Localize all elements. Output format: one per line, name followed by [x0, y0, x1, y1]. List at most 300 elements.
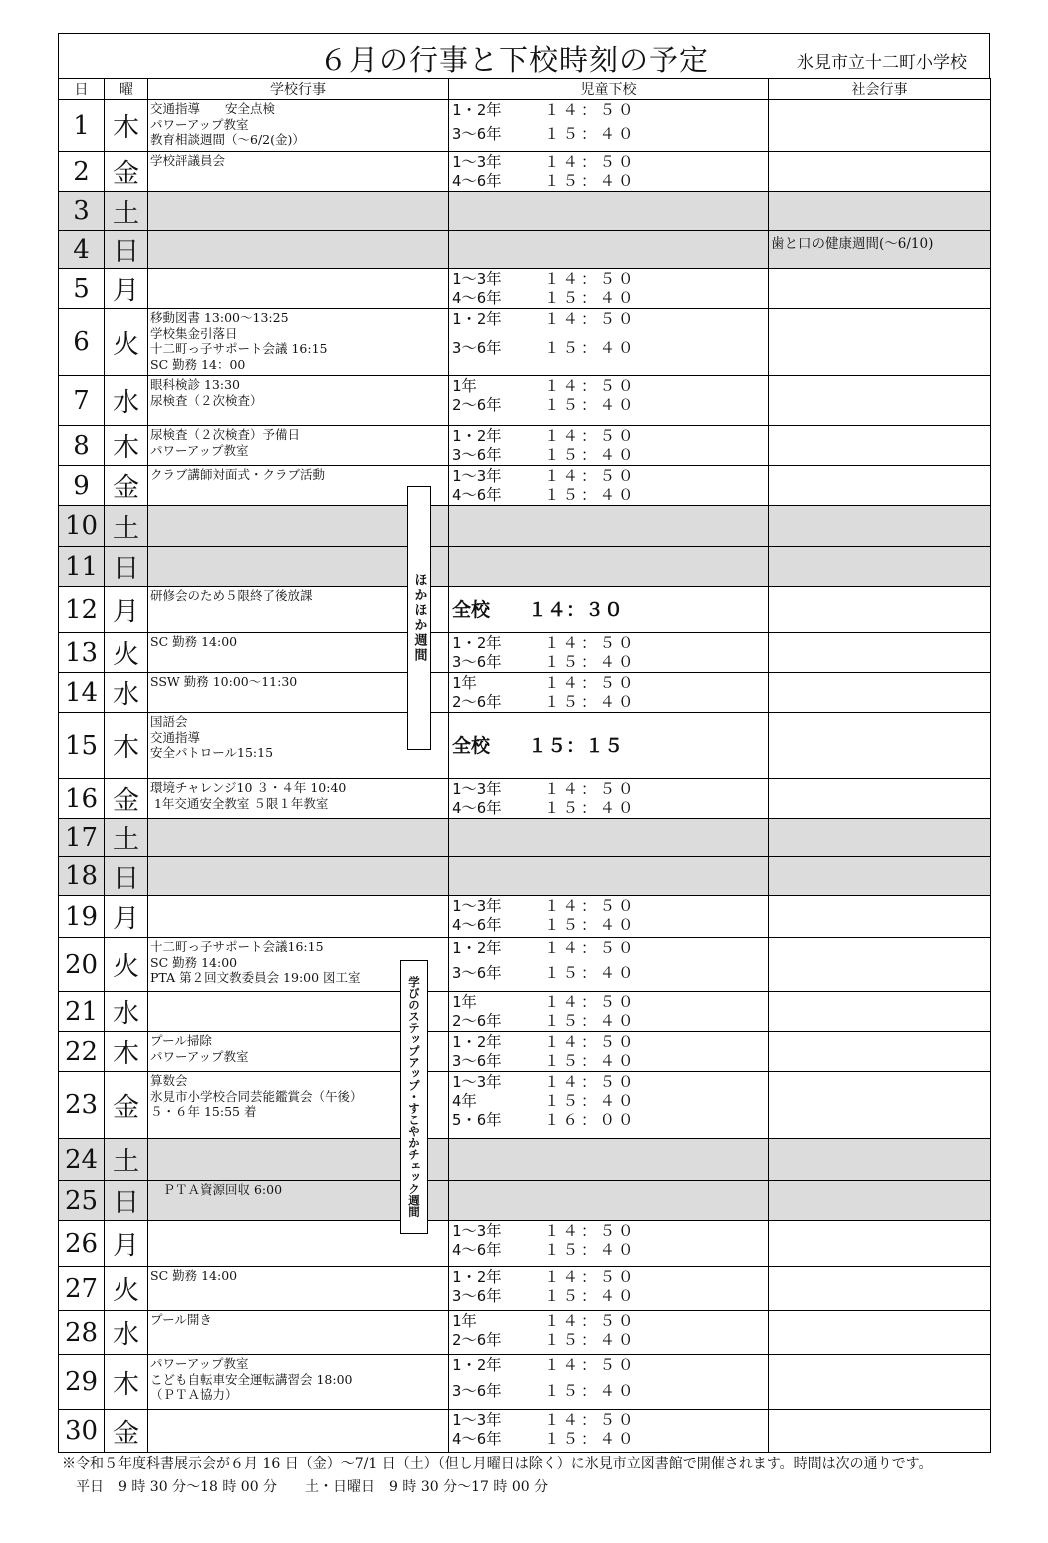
dismissal-cell: [449, 1139, 769, 1181]
dismissal-time: １５：４０: [544, 1052, 637, 1070]
dismissal-line: [452, 289, 768, 308]
dismissal-cell: [449, 1072, 769, 1139]
community-event: [769, 1032, 991, 1072]
table-row: [59, 1267, 991, 1311]
dismissal-time: １４：５０: [544, 377, 637, 395]
grade-label: 4～6年: [452, 486, 502, 504]
day-number: 24: [59, 1139, 105, 1181]
day-number: 16: [59, 779, 105, 819]
table-row: [59, 1139, 991, 1181]
dismissal-time: １４：５０: [544, 153, 637, 171]
community-event: [769, 896, 991, 938]
table-row: [59, 1032, 991, 1072]
dismissal-line: [452, 125, 768, 144]
school-events-cell: [148, 376, 449, 426]
weekday: 日: [105, 231, 148, 269]
dismissal-cell: [449, 819, 769, 857]
school-event: 教育相談週間（～6/2(金)）: [150, 132, 305, 147]
school-event: パワーアップ教室: [150, 1048, 249, 1064]
school-event: こども自転車安全運転講習会 18:00: [150, 1371, 353, 1387]
footer-note: [62, 1453, 932, 1499]
dismissal-line: [452, 153, 768, 172]
day-number: 19: [59, 896, 105, 938]
community-event: [769, 1181, 991, 1221]
grade-label: 5・6年: [452, 1111, 502, 1129]
dismissal-cell: [449, 1410, 769, 1453]
table-row: [59, 673, 991, 713]
school-event: プール掃除: [150, 1033, 212, 1048]
grade-label: 1・2年: [452, 939, 502, 957]
day-number: 5: [59, 269, 105, 309]
table-row: [59, 633, 991, 673]
table-row: [59, 309, 991, 376]
grade-label: 1年: [452, 377, 477, 395]
weekday: 月: [105, 896, 148, 938]
table-row: [59, 231, 991, 269]
table-row: [59, 992, 991, 1032]
dismissal-time: １４：５０: [544, 310, 637, 328]
dismissal-line: [452, 427, 768, 446]
dismissal-line: [452, 339, 768, 358]
grade-label: 3～6年: [452, 1381, 502, 1400]
grade-label: 3～6年: [452, 1287, 502, 1305]
dismissal-cell: [449, 309, 769, 376]
school-events-cell: [148, 192, 449, 231]
school-event: 学校集金引落日: [150, 325, 238, 341]
dismissal-line: [452, 674, 768, 693]
school-event: 環境チャレンジ10 ３・４年 10:40: [150, 780, 347, 795]
hokahoka-week-note: ほかほか週間: [407, 486, 431, 750]
school-event: ５・６年 15:55 着: [150, 1104, 257, 1119]
dismissal-cell: [449, 1267, 769, 1311]
dismissal-line: [452, 693, 768, 712]
table-row: [59, 779, 991, 819]
grade-label: 1～3年: [452, 270, 502, 288]
dismissal-cell: [449, 938, 769, 992]
dismissal-line: [452, 172, 768, 191]
grade-label: 1～3年: [452, 153, 502, 171]
weekday: 日: [105, 1181, 148, 1221]
dismissal-time: １６：００: [544, 1111, 637, 1129]
community-event: [769, 1221, 991, 1267]
school-events-cell: [148, 426, 449, 466]
dismissal-line: [452, 799, 768, 818]
dismissal-cell: [449, 506, 769, 547]
community-event: [769, 466, 991, 506]
dismissal-line: [452, 1092, 768, 1111]
weekday: 月: [105, 587, 148, 633]
dismissal-line: [452, 101, 768, 120]
dismissal-line: [452, 467, 768, 486]
school-event: ＰＴＡ資源回収 6:00: [150, 1182, 283, 1197]
header-school-events: 学校行事: [148, 79, 449, 100]
school-event: SC 勤務 14:00: [150, 954, 238, 970]
community-event: [769, 376, 991, 426]
community-event: [769, 819, 991, 857]
dismissal-time: １４：５０: [544, 1411, 637, 1429]
dismissal-cell: [449, 633, 769, 673]
header-day: 日: [59, 79, 105, 100]
weekday: 火: [105, 309, 148, 376]
weekday: 土: [105, 506, 148, 547]
dismissal-cell: [449, 466, 769, 506]
schedule-sheet: [58, 33, 990, 1453]
dismissal-time: １４：５０: [544, 993, 637, 1011]
title-row: [58, 33, 990, 78]
weekday: 金: [105, 152, 148, 192]
dismissal-time: １４：５０: [544, 1356, 637, 1374]
dismissal-line: [452, 916, 768, 935]
school-event: 研修会のため５限終了後放課: [150, 588, 313, 603]
dismissal-time: １４：５０: [544, 780, 637, 798]
header-dismissal: 児童下校: [449, 79, 769, 100]
dismissal-time: １５：４０: [544, 1381, 637, 1400]
community-event: [769, 857, 991, 896]
school-event: 交通指導: [150, 729, 201, 745]
weekday: 金: [105, 779, 148, 819]
header-row: [59, 79, 991, 100]
dismissal-line: [452, 1356, 768, 1375]
school-event: 十二町っ子サポート会議16:15: [150, 939, 324, 954]
community-event: [769, 192, 991, 231]
dismissal-time: １５：４０: [544, 799, 637, 817]
school-event: 交通指導 安全点検: [150, 101, 276, 116]
dismissal-time: １５：４０: [544, 289, 637, 307]
weekday: 水: [105, 376, 148, 426]
day-number: 6: [59, 309, 105, 376]
dismissal-line: [452, 634, 768, 653]
community-event: [769, 547, 991, 587]
table-row: [59, 376, 991, 426]
day-number: 17: [59, 819, 105, 857]
community-event: [769, 100, 991, 152]
dismissal-line: [452, 377, 768, 396]
grade-label: 4年: [452, 1092, 477, 1110]
day-number: 25: [59, 1181, 105, 1221]
dismissal-line: [452, 1331, 768, 1350]
grade-label: 4～6年: [452, 172, 502, 190]
dismissal-line: [452, 1111, 768, 1130]
community-event: [769, 633, 991, 673]
community-event: [769, 673, 991, 713]
dismissal-time: １５：４０: [544, 693, 637, 711]
day-number: 18: [59, 857, 105, 896]
page-title: ６月の行事と下校時刻の予定: [319, 43, 710, 77]
dismissal-time: １５：４０: [544, 1092, 637, 1110]
day-number: 8: [59, 426, 105, 466]
day-number: 7: [59, 376, 105, 426]
dismissal-line: [452, 964, 768, 983]
school-event: 尿検査（２次検査）予備日: [150, 427, 301, 442]
grade-label: 1～3年: [452, 1411, 502, 1429]
dismissal-time: １４：５０: [544, 939, 637, 957]
dismissal-cell: [449, 857, 769, 896]
day-number: 29: [59, 1355, 105, 1410]
dismissal-time: １４：５０: [544, 427, 637, 445]
grade-label: 3～6年: [452, 964, 502, 982]
grade-label: 1年: [452, 993, 477, 1011]
community-event: [769, 713, 991, 779]
day-number: 10: [59, 506, 105, 547]
community-event: [769, 1355, 991, 1410]
community-event: [769, 1267, 991, 1311]
weekday: 火: [105, 938, 148, 992]
dismissal-line: [452, 1012, 768, 1031]
dismissal-cell: [449, 152, 769, 192]
table-row: [59, 100, 991, 152]
school-event: 1年交通安全教室 ５限１年教室: [150, 795, 329, 811]
table-row: [59, 192, 991, 231]
grade-label: 1・2年: [452, 1033, 502, 1051]
community-event: [769, 992, 991, 1032]
grade-label: 4～6年: [452, 1241, 502, 1259]
school-events-cell: [148, 673, 449, 713]
weekday: 土: [105, 1139, 148, 1181]
dismissal-time: １５：４０: [544, 396, 637, 414]
weekday: 火: [105, 1267, 148, 1311]
dismissal-line: [452, 939, 768, 958]
school-event: （ＰＴＡ協力）: [150, 1387, 238, 1402]
weekday: 水: [105, 992, 148, 1032]
table-row: [59, 466, 991, 506]
school-event: 学校評議員会: [150, 153, 226, 168]
dismissal-line: [452, 1287, 768, 1306]
weekday: 月: [105, 1221, 148, 1267]
day-number: 21: [59, 992, 105, 1032]
grade-label: 4～6年: [452, 916, 502, 934]
weekday: 火: [105, 633, 148, 673]
grade-label: 4～6年: [452, 799, 502, 817]
dismissal-cell: 全校 １５：１５: [449, 713, 769, 779]
weekday: 金: [105, 1410, 148, 1453]
grade-label: 3～6年: [452, 125, 502, 143]
dismissal-line: [452, 1073, 768, 1092]
table-row: [59, 1181, 991, 1221]
school-events-cell: [148, 466, 449, 506]
day-number: 9: [59, 466, 105, 506]
school-events-cell: [148, 857, 449, 896]
table-row: [59, 857, 991, 896]
weekday: 木: [105, 426, 148, 466]
dismissal-time: １５：４０: [544, 1430, 637, 1448]
dismissal-line: [452, 1222, 768, 1241]
dismissal-line: [452, 780, 768, 799]
school-events-cell: [148, 547, 449, 587]
grade-label: 1・2年: [452, 634, 502, 652]
weekday: 金: [105, 466, 148, 506]
dismissal-cell: [449, 426, 769, 466]
dismissal-cell: [449, 896, 769, 938]
dismissal-cell: [449, 376, 769, 426]
community-event: [769, 426, 991, 466]
weekday: 月: [105, 269, 148, 309]
day-number: 28: [59, 1311, 105, 1355]
dismissal-time: １５：４０: [544, 486, 637, 504]
dismissal-time: １５：４０: [544, 1287, 637, 1305]
grade-label: 1・2年: [452, 101, 502, 119]
school-events-cell: [148, 587, 449, 633]
dismissal-cell: [449, 1311, 769, 1355]
dismissal-line: [452, 1430, 768, 1449]
dismissal-line: [452, 1241, 768, 1260]
table-row: [59, 819, 991, 857]
header-weekday: 曜: [105, 79, 148, 100]
day-number: 15: [59, 713, 105, 779]
school-events-cell: [148, 779, 449, 819]
school-event: 移動図書 13:00～13:25: [150, 310, 289, 325]
grade-label: 1～3年: [452, 780, 502, 798]
day-number: 2: [59, 152, 105, 192]
grade-label: 1～3年: [452, 897, 502, 915]
table-row: [59, 506, 991, 547]
school-event: PTA 第２回文教委員会 19:00 図工室: [150, 970, 361, 985]
school-event: クラブ講師対面式・クラブ活動: [150, 467, 326, 482]
dismissal-time: １４：５０: [544, 270, 637, 288]
dismissal-time: １５：４０: [544, 1331, 637, 1349]
school-events-cell: [148, 1267, 449, 1311]
dismissal-cell: [449, 1355, 769, 1410]
school-events-cell: [148, 633, 449, 673]
dismissal-cell: [449, 1181, 769, 1221]
school-events-cell: [148, 1355, 449, 1410]
school-name: 氷見市立十二町小学校: [797, 53, 967, 73]
weekday: 土: [105, 192, 148, 231]
day-number: 23: [59, 1072, 105, 1139]
school-events-cell: [148, 1311, 449, 1355]
grade-label: 1～3年: [452, 1073, 502, 1091]
dismissal-line: [452, 993, 768, 1012]
weekday: 日: [105, 547, 148, 587]
dismissal-line: [452, 310, 768, 329]
dismissal-time: １４：５０: [544, 467, 637, 485]
school-events-cell: [148, 896, 449, 938]
dismissal-cell: [449, 779, 769, 819]
grade-label: 1・2年: [452, 427, 502, 445]
dismissal-line: [452, 270, 768, 289]
dismissal-time: １５：４０: [544, 1241, 637, 1259]
dismissal-line: [452, 486, 768, 505]
weekday: 水: [105, 673, 148, 713]
school-event: 安全パトロール15:15: [150, 745, 274, 760]
school-event: SC 勤務 14:00: [150, 634, 238, 649]
dismissal-cell: [449, 231, 769, 269]
school-event: 眼科検診 13:30: [150, 377, 240, 392]
weekday: 土: [105, 819, 148, 857]
dismissal-cell: 全校 １４：３０: [449, 587, 769, 633]
grade-label: 4～6年: [452, 1430, 502, 1448]
schedule-table: [58, 78, 991, 1453]
dismissal-line: [452, 1411, 768, 1430]
dismissal-cell: [449, 992, 769, 1032]
day-number: 13: [59, 633, 105, 673]
school-event: SSW 勤務 10:00～11:30: [150, 674, 298, 689]
community-event: [769, 506, 991, 547]
dismissal-line: [452, 1052, 768, 1071]
table-row: [59, 896, 991, 938]
dismissal-time: １４：５０: [544, 1073, 637, 1091]
day-number: 11: [59, 547, 105, 587]
community-event: [769, 587, 991, 633]
table-row: [59, 1311, 991, 1355]
grade-label: 1・2年: [452, 1268, 502, 1286]
header-community-events: 社会行事: [769, 79, 991, 100]
dismissal-cell: [449, 673, 769, 713]
grade-label: 1年: [452, 674, 477, 692]
school-event: パワーアップ教室: [150, 1356, 249, 1371]
dismissal-line: [452, 653, 768, 672]
grade-label: 4～6年: [452, 289, 502, 307]
school-event: SC 勤務 14:00: [150, 1268, 238, 1283]
grade-label: 1～3年: [452, 1222, 502, 1240]
footer-line: 平日 9 時 30 分～18 時 00 分 土・日曜日 9 時 30 分～17 時 00 分: [62, 1479, 549, 1495]
weekday: 金: [105, 1072, 148, 1139]
school-event: パワーアップ教室: [150, 442, 249, 458]
community-event: [769, 269, 991, 309]
dismissal-time: １４：５０: [544, 1033, 637, 1051]
table-row: [59, 587, 991, 633]
dismissal-time: １４：５０: [544, 634, 637, 652]
community-event: 歯と口の健康週間(～6/10): [769, 231, 991, 269]
school-events-cell: [148, 269, 449, 309]
school-events-cell: [148, 713, 449, 779]
dismissal-time: １５：４０: [544, 653, 637, 671]
table-row: [59, 713, 991, 779]
grade-label: 1～3年: [452, 467, 502, 485]
dismissal-time: １５：４０: [544, 964, 637, 982]
table-row: [59, 547, 991, 587]
table-row: [59, 152, 991, 192]
dismissal-cell: [449, 1032, 769, 1072]
dismissal-time: １４：５０: [544, 1312, 637, 1330]
dismissal-line: [452, 396, 768, 415]
school-event: 尿検査（２次検査）: [150, 392, 263, 408]
community-event: [769, 1410, 991, 1453]
dismissal-line: [452, 1033, 768, 1052]
grade-label: 3～6年: [452, 653, 502, 671]
grade-label: 1・2年: [452, 1356, 502, 1374]
grade-label: 2～6年: [452, 1331, 502, 1349]
weekday: 水: [105, 1311, 148, 1355]
dismissal-line: [452, 1382, 768, 1401]
grade-label: 3～6年: [452, 339, 502, 357]
dismissal-time: １４：５０: [544, 1222, 637, 1240]
grade-label: 2～6年: [452, 693, 502, 711]
school-event: パワーアップ教室: [150, 116, 249, 132]
grade-label: 1年: [452, 1312, 477, 1330]
grade-label: 3～6年: [452, 446, 502, 464]
school-event: SC 勤務 14：00: [150, 356, 246, 372]
school-event: プール開き: [150, 1312, 212, 1327]
dismissal-cell: [449, 192, 769, 231]
table-row: [59, 269, 991, 309]
dismissal-line: [452, 1312, 768, 1331]
community-event: [769, 1139, 991, 1181]
day-number: 20: [59, 938, 105, 992]
grade-label: 2～6年: [452, 1012, 502, 1030]
school-event: 十二町っ子サポート会議 16:15: [150, 341, 328, 356]
day-number: 22: [59, 1032, 105, 1072]
day-number: 3: [59, 192, 105, 231]
dismissal-time: １４：５０: [544, 897, 637, 915]
table-row: [59, 1355, 991, 1410]
table-row: [59, 938, 991, 992]
dismissal-time: １５：４０: [544, 446, 637, 464]
community-event: [769, 152, 991, 192]
dismissal-time: １５：４０: [544, 125, 637, 143]
community-event: [769, 1072, 991, 1139]
day-number: 14: [59, 673, 105, 713]
weekday: 木: [105, 1032, 148, 1072]
